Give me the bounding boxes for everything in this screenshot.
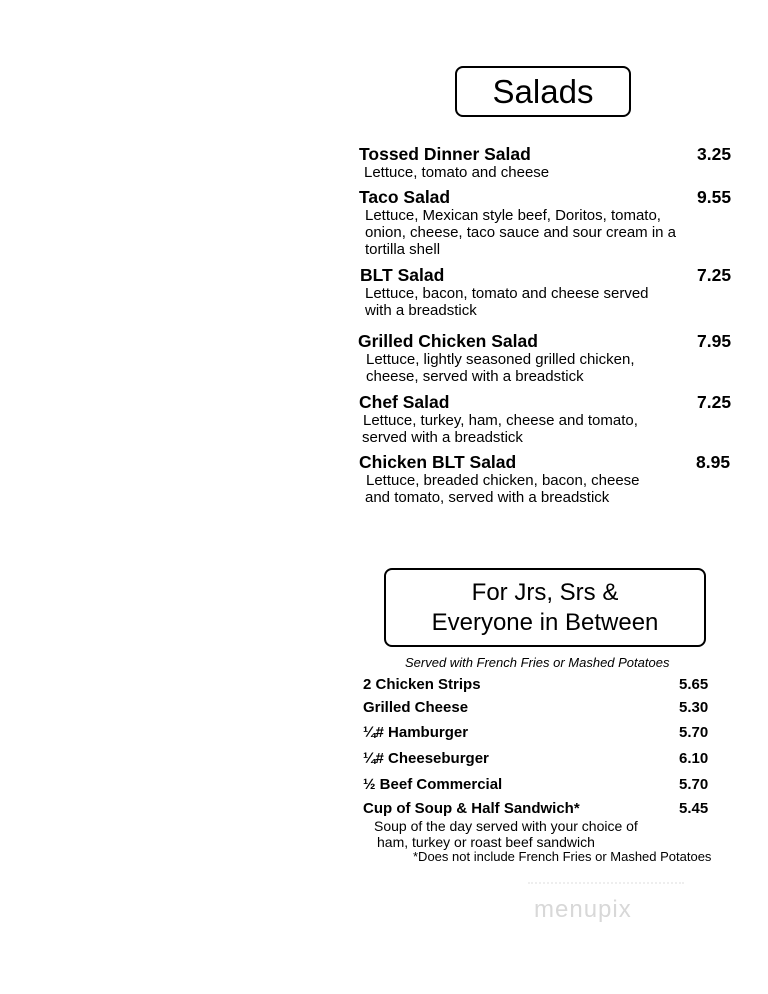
salad-item-description: and tomato, served with a breadstick xyxy=(365,489,610,506)
salads-section-title xyxy=(455,66,631,117)
salads-title-text: Salads xyxy=(492,72,594,110)
jrs-item-description: ham, turkey or roast beef sandwich xyxy=(377,834,595,850)
jrs-section-subtitle: Served with French Fries or Mashed Potatoes xyxy=(405,655,670,670)
salad-item-price: 3.25 xyxy=(697,144,732,164)
watermark-decoration xyxy=(528,882,684,884)
salad-item-description: cheese, served with a breadstick xyxy=(366,368,584,385)
jrs-item-price: 5.70 xyxy=(679,724,709,741)
jrs-item-description: Soup of the day served with your choice of xyxy=(374,818,638,834)
salad-item-name: Chef Salad xyxy=(359,392,450,412)
salad-item-price: 8.95 xyxy=(696,452,731,472)
salad-item-description: Lettuce, bacon, tomato and cheese served xyxy=(365,285,649,302)
salad-item-description: served with a breadstick xyxy=(362,429,523,446)
salad-item-name: Grilled Chicken Salad xyxy=(358,331,538,351)
jrs-item-price: 5.65 xyxy=(679,676,709,693)
salad-item-description: with a breadstick xyxy=(365,302,477,319)
jrs-title-line-1: For Jrs, Srs & xyxy=(471,578,619,606)
salad-item-description: Lettuce, Mexican style beef, Doritos, tomato, xyxy=(365,207,661,224)
salad-item-description: Lettuce, breaded chicken, bacon, cheese xyxy=(366,472,640,489)
salad-item-price: 7.25 xyxy=(697,265,732,285)
jrs-item-name: Grilled Cheese xyxy=(363,699,469,716)
jrs-item-name: ½ Beef Commercial xyxy=(363,776,503,793)
salad-item-name: BLT Salad xyxy=(360,265,445,285)
jrs-item-price: 5.30 xyxy=(679,699,709,716)
watermark-logo: menupix xyxy=(534,896,632,923)
jrs-title-line-2: Everyone in Between xyxy=(431,608,659,636)
jrs-item-name: ¼# Hamburger xyxy=(363,724,469,741)
salad-item-name: Taco Salad xyxy=(359,187,451,207)
salad-item-description: tortilla shell xyxy=(365,241,441,258)
salad-item-price: 9.55 xyxy=(697,187,732,207)
jrs-item-price: 5.70 xyxy=(679,776,709,793)
salad-item-price: 7.95 xyxy=(697,331,732,351)
jrs-item-price: 5.45 xyxy=(679,800,709,817)
salad-item-description: Lettuce, turkey, ham, cheese and tomato, xyxy=(363,412,638,429)
jrs-item-name: 2 Chicken Strips xyxy=(363,676,481,693)
salad-item-description: Lettuce, lightly seasoned grilled chicken, xyxy=(366,351,635,368)
salad-item-name: Chicken BLT Salad xyxy=(359,452,517,472)
salad-item-name: Tossed Dinner Salad xyxy=(359,144,531,164)
salad-item-price: 7.25 xyxy=(697,392,732,412)
jrs-item-price: 6.10 xyxy=(679,750,709,767)
jrs-item-name: ¼# Cheeseburger xyxy=(363,750,489,767)
jrs-srs-section-title xyxy=(384,568,706,647)
jrs-footnote: *Does not include French Fries or Mashed Potatoes xyxy=(413,849,712,864)
salad-item-description: Lettuce, tomato and cheese xyxy=(364,164,550,181)
jrs-item-name: Cup of Soup & Half Sandwich* xyxy=(363,800,580,817)
salad-item-description: onion, cheese, taco sauce and sour cream in a xyxy=(365,224,677,241)
